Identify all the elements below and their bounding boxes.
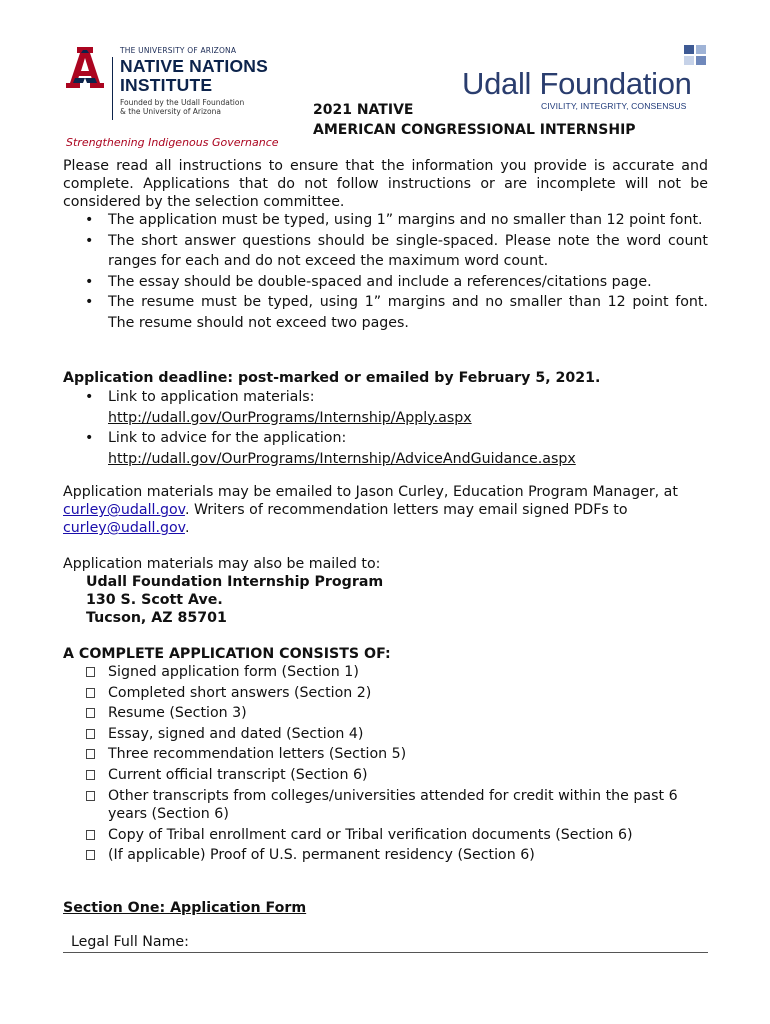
mailing-address <box>86 573 686 627</box>
title-line2: AMERICAN CONGRESSIONAL INTERNSHIP <box>313 122 636 138</box>
apply-link[interactable]: http://udall.gov/OurPrograms/Internship/Apply.aspx <box>108 409 472 426</box>
address-line3: Tucson, AZ 85701 <box>86 610 227 626</box>
advice-link[interactable]: http://udall.gov/OurPrograms/Internship/AdviceAndGuidance.aspx <box>108 450 576 467</box>
nni-name-line1: NATIVE NATIONS <box>120 56 268 76</box>
title-line1: 2021 NATIVE <box>313 102 414 118</box>
mail-intro: Application materials may also be mailed to: <box>63 556 381 572</box>
checklist-item: (If applicable) Proof of U.S. permanent residency (Section 6) <box>63 845 708 866</box>
list-item: • The application must be typed, using 1” margins and no smaller than 12 point font. <box>85 212 703 228</box>
checkbox-icon <box>86 770 95 780</box>
list-item: • The resume must be typed, using 1” margins and no smaller than 12 point font. The resume should not exceed two pages. <box>85 294 708 331</box>
instructions-list <box>63 210 708 333</box>
address-line1: Udall Foundation Internship Program <box>86 574 384 590</box>
link-label: Link to application materials: <box>108 389 315 405</box>
application-deadline: Application deadline: post-marked or emailed by February 5, 2021. <box>63 370 601 386</box>
nni-tagline: Strengthening Indigenous Governance <box>66 136 279 149</box>
checkbox-icon <box>86 749 95 759</box>
checkbox-icon <box>86 791 95 801</box>
list-item: • The short answer questions should be single-spaced. Please note the word count ranges for each and do not exceed the maximum word count. <box>85 232 708 269</box>
nni-founded-note <box>120 98 244 116</box>
intro-paragraph: Please read all instructions to ensure that the information you provide is accurate and complete. Applications that do not follow instructions or are incomplete will not be considered by the selection committee. <box>63 158 708 210</box>
checklist-item: Current official transcript (Section 6) <box>63 765 708 786</box>
section-one-heading: Section One: Application Form <box>63 900 307 916</box>
checkbox-icon <box>86 830 95 840</box>
nni-university-label: THE UNIVERSITY OF ARIZONA <box>120 46 237 55</box>
checklist-item: Signed application form (Section 1) <box>63 662 708 683</box>
checklist-item: Completed short answers (Section 2) <box>63 683 708 704</box>
nni-name <box>120 57 268 95</box>
checklist-item: Copy of Tribal enrollment card or Tribal verification documents (Section 6) <box>63 825 708 846</box>
checklist <box>63 662 708 866</box>
checklist-item: Three recommendation letters (Section 5) <box>63 744 708 765</box>
udall-foundation-logo-text: Udall Foundation <box>462 66 692 101</box>
legal-name-field[interactable] <box>63 952 708 953</box>
checkbox-icon <box>86 667 95 677</box>
nni-name-line2: INSTITUTE <box>120 75 213 95</box>
document-title <box>313 100 636 140</box>
udall-tagline: CIVILITY, INTEGRITY, CONSENSUS <box>541 101 687 111</box>
list-item: • Link to application materials: http://udall.gov/OurPrograms/Internship/Apply.aspx <box>85 389 472 426</box>
udall-logo-squares-icon <box>684 45 708 67</box>
links-list <box>63 387 708 469</box>
checklist-item: Essay, signed and dated (Section 4) <box>63 724 708 745</box>
list-item: • The essay should be double-spaced and include a references/citations page. <box>85 273 652 290</box>
email-link[interactable]: curley@udall.gov <box>63 502 185 518</box>
checklist-item: Resume (Section 3) <box>63 703 708 724</box>
list-item: • Link to advice for the application: http://udall.gov/OurPrograms/Internship/AdviceAndGuidance.aspx <box>85 430 576 467</box>
legal-name-label: Legal Full Name: <box>71 934 189 950</box>
logo-divider <box>112 57 113 120</box>
university-of-arizona-a-logo <box>63 45 107 89</box>
checklist-item: Other transcripts from colleges/universities attended for credit within the past 6 years (Section 6) <box>63 786 708 825</box>
complete-application-heading: A COMPLETE APPLICATION CONSISTS OF: <box>63 646 391 662</box>
address-line2: 130 S. Scott Ave. <box>86 592 223 608</box>
nni-founded-line2: & the University of Arizona <box>120 107 221 116</box>
checkbox-icon <box>86 850 95 860</box>
checkbox-icon <box>86 729 95 739</box>
nni-founded-line1: Founded by the Udall Foundation <box>120 98 245 107</box>
email-link-recommendation[interactable]: curley@udall.gov <box>63 520 185 536</box>
checkbox-icon <box>86 688 95 698</box>
email-paragraph: Application materials may be emailed to Jason Curley, Education Program Manager, at curley@udall.gov. Writers of recommendation letters may email signed PDFs to curley@udall.gov. <box>63 484 678 536</box>
link-label: Link to advice for the application: <box>108 430 347 446</box>
checkbox-icon <box>86 708 95 718</box>
